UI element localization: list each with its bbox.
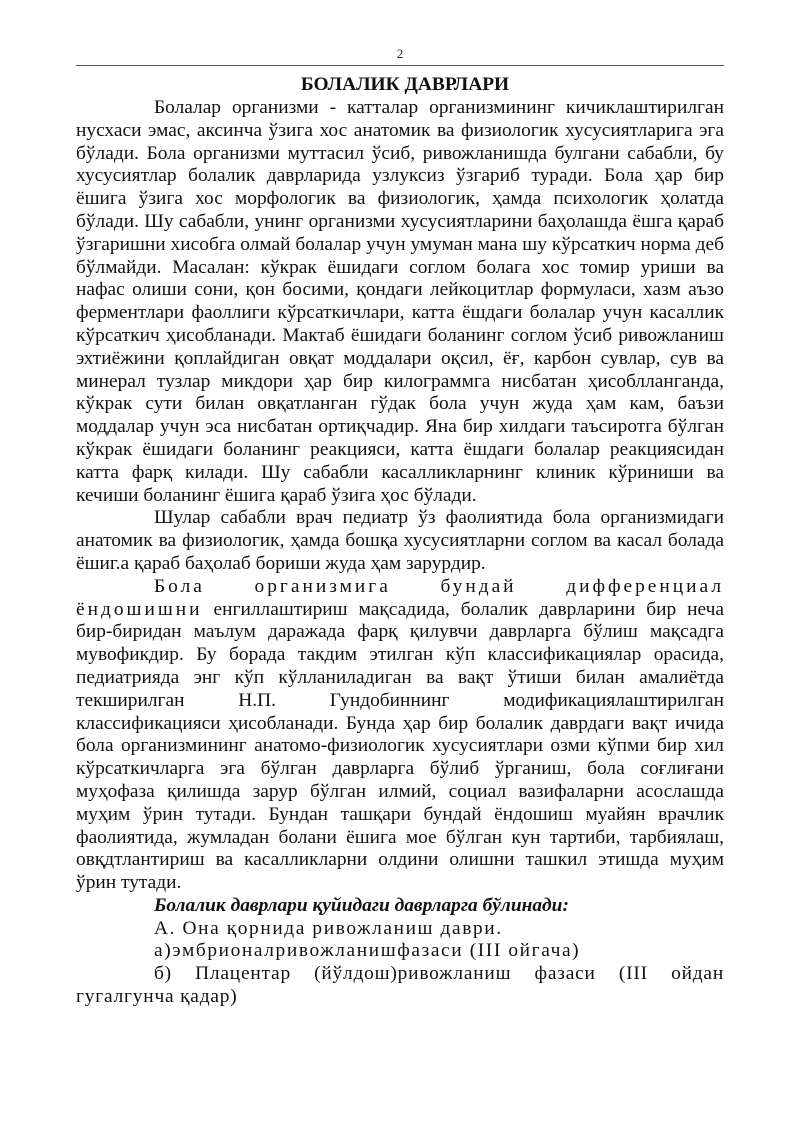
paragraph-3-spaced-text: Бола организмига бундай дифференциал ёндошишни: [76, 575, 724, 620]
section-title: БОЛАЛИК ДАВРЛАРИ: [300, 74, 510, 95]
paragraph-2: Шулар сабабли врач педиатр ўз фаолиятида бола организмидаги анатомик ва физиологик, ҳамда бошқа хусусиятларни соглом ва касал болада ёшиг.а қараб баҳолаб бориши жуда ҳам зарурдир.: [76, 507, 724, 574]
document-body: [76, 72, 724, 1009]
paragraph-3: [76, 576, 724, 895]
period-item-a-2: б) Плацентар (йўлдош)ривожланиш фазаси (III ойдан гугалгунча қадар): [76, 963, 724, 1008]
period-item-a: А. Она қорнида ривожланиш даври.: [154, 917, 503, 939]
page-number: 2: [396, 46, 404, 61]
paragraph-3-text: енгиллаштириш мақсадида, болалик даврларини бир неча бир-биридан маълум даражада фарқ қилувчи даврларга бўлиш мақсадга мувофикдир. Бу борада такдим этилган кўп классификациялар орасида, педиатрияда энг кўп кўлланиладиган ва вақт ўтиши билан амалиётда текширилган Н.П. Гундобиннинг модификациялаштирилган классификацияси ҳисобланади. Бунда ҳар бир болалик даврдаги вақт ичида бола организмининг анатомо-физиологик хусусиятлари озми кўпми бир хил кўрсаткичларга эга бўлган даврларга бўлиб ўрганиш, бола соғлиғани муҳофаза қилишда зарур бўлган илмий, социал вазифаларни асослашда муҳим ўрин тутади. Бундан ташқари бундай ёндошиш муайян врачлик фаолиятида, жумладан болани ёшига мое бўлган кун тартиби, тарбиялаш, овқдтлантириш ва касалликларни олдини олишни ташкил этишда муҳим ўрин тутади.: [76, 598, 724, 894]
periods-subheading: Болалик даврлари қуйидаги даврларга бўлинади:: [154, 894, 569, 916]
paragraph-1: Болалар организми - катталар организмининг кичиклаштирилган нусхаси эмас, аксинча ўзига хос анатомик ва физиологик хусусиятларига эга бўлади. Бола организми муттасил ўсиб, ривожланишда булгани сабабли, бу хусусиятлар болалик даврларида узлуксиз ўзгариб туради. Бола ҳар бир ёшига ўзига хос морфологик ва физиологик, ҳамда психологик ҳолатда бўлади. Шу сабабли, унинг организми хусусиятларини баҳолашда ёшга қараб ўзгаришни хисобга олмай болалар учун умуман мана шу кўрсаткич норма деб бўлмайди. Масалан: кўкрак ёшидаги соглом болага хос томир уриши ва нафас олиши сони, қон босими, қондаги лейкоцитлар формуласи, хазм аъзо ферментлари фаоллиги кўрсаткичлари, катта ёшдаги болалар учун касаллик кўрсаткич ҳисобланади. Мактаб ёшидаги боланинг соглом ўсиб ривожланиш эхтиёжини қоплайдиган овқат моддалари оқсил, ёғ, карбон сувлар, сув ва минерал тузлар микдори ҳар бир килограммга нисбатан ҳисоблланганда, кўкрак сути билан овқатланган гўдак бола учун жуда ҳам кам, баъзи моддалар учун эса нисбатан ортиқчадир. Яна бир хилдаги таъсиротга бўлган кўкрак ёшидаги боланинг реакцияси, катта ёшдаги болалар реакциясидан катта фарқ килади. Шу сабабли касалликларнинг клиник кўриниши ва кечиши боланинг ёшига қараб ўзига ҳос бўлади.: [76, 97, 724, 506]
header-divider: [76, 65, 724, 66]
period-item-a-1: а)эмбрионалривожланишфазаси (III ойгача): [154, 940, 581, 962]
